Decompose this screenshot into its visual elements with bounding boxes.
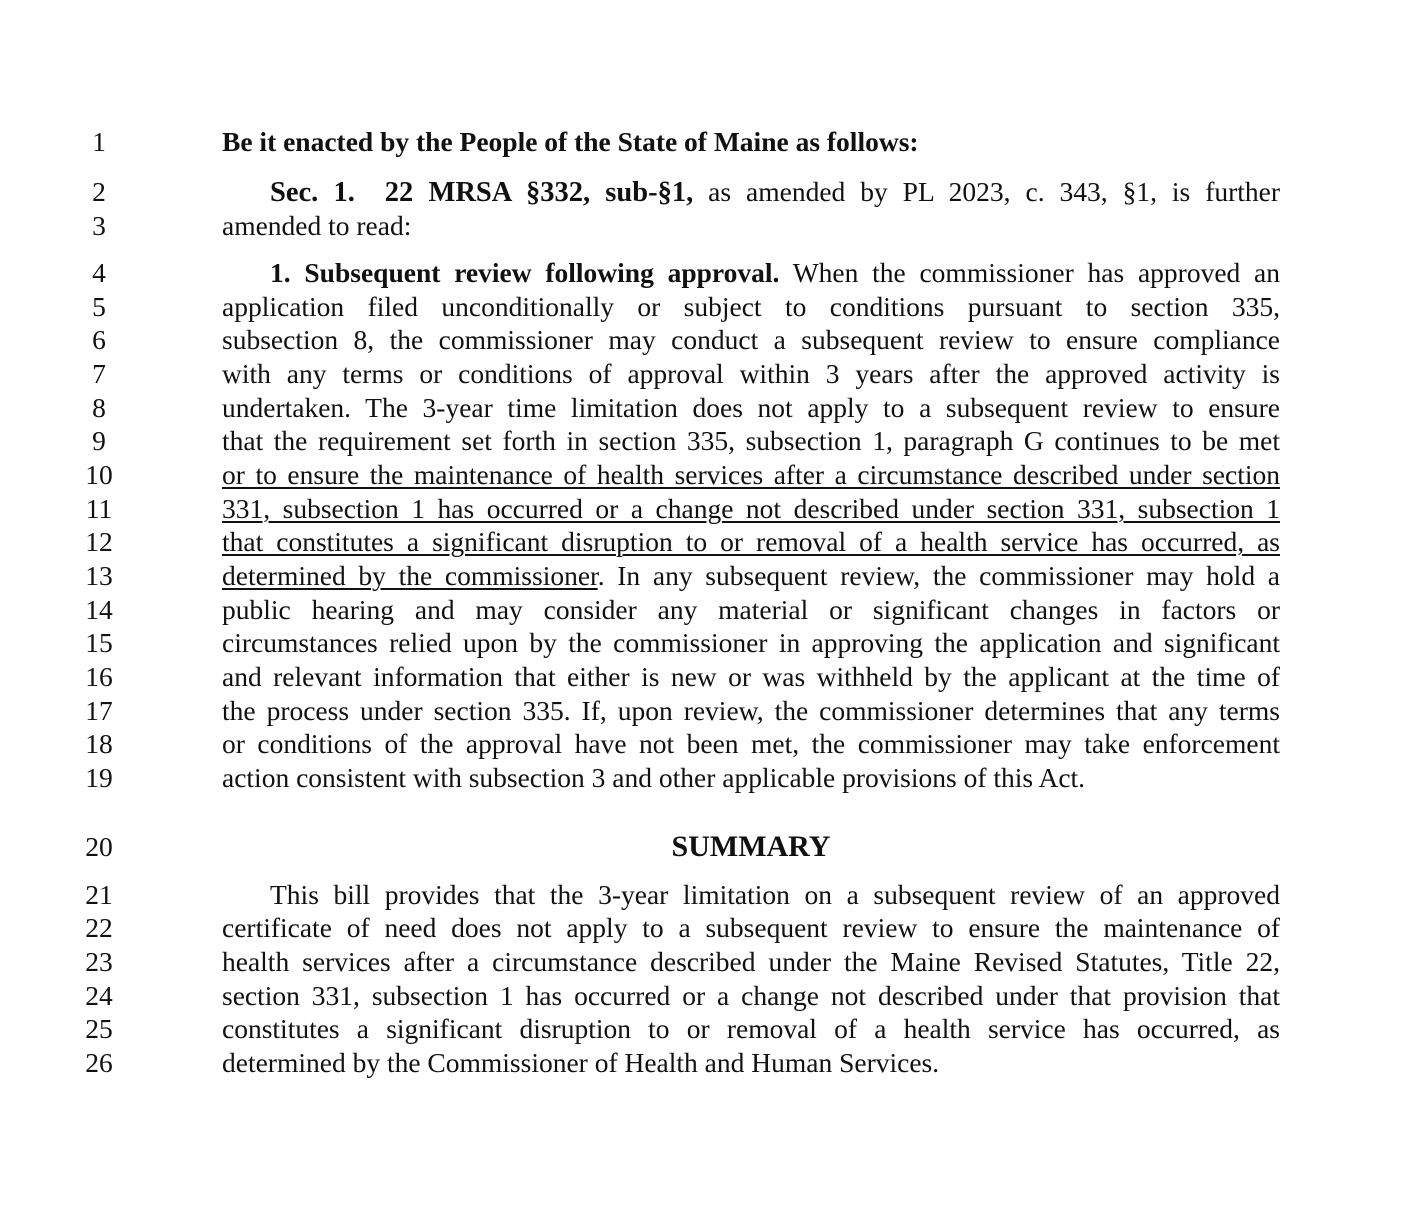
text-line: determined by the commissioner. In any subsequent review, the commissioner may hold a	[222, 560, 1280, 591]
summary-line: section 331, subsection 1 has occurred or a change not described under that provision that	[222, 980, 1280, 1011]
section-heading	[222, 175, 1280, 209]
subsection-heading: 1. Subsequent review following approval.	[270, 257, 780, 288]
inserted-text-line: 331, subsection 1 has occurred or a change not described under section 331, subsection 1	[222, 493, 1280, 524]
summary-line: determined by the Commissioner of Health and Human Services.	[222, 1047, 940, 1078]
section-label: Sec. 1.	[270, 177, 355, 208]
text-line: undertaken. The 3-year time limitation does not apply to a subsequent review to ensure	[222, 392, 1280, 423]
line-number: 22	[85, 912, 113, 943]
line-number: 13	[85, 560, 113, 591]
text-line: the process under section 335. If, upon review, the commissioner determines that any terms	[222, 695, 1280, 726]
line-number: 18	[85, 728, 113, 759]
text-line: subsection 8, the commissioner may conduct a subsequent review to ensure compliance	[222, 324, 1280, 355]
summary-title: SUMMARY	[671, 830, 831, 863]
text-line: circumstances relied upon by the commissioner in approving the application and significant	[222, 627, 1280, 658]
summary-line: This bill provides that the 3-year limitation on a subsequent review of an approved	[270, 879, 1280, 910]
line-number: 8	[92, 392, 106, 423]
summary-line: constitutes a significant disruption to or removal of a health service has occurred, as	[222, 1013, 1280, 1044]
line-number: 5	[92, 291, 106, 322]
section-heading-rest: as amended by PL 2023, c. 343, §1, is further	[708, 176, 1280, 207]
line-number: 10	[85, 459, 113, 490]
line-number: 11	[85, 493, 113, 524]
text-line: that the requirement set forth in section 335, subsection 1, paragraph G continues to be met	[222, 425, 1280, 456]
text-line: or conditions of the approval have not been met, the commissioner may take enforcement	[222, 728, 1280, 759]
text-line: action consistent with subsection 3 and other applicable provisions of this Act.	[222, 762, 1086, 793]
line-number: 23	[85, 946, 113, 977]
enacting-clause: Be it enacted by the People of the State of Maine as follows:	[222, 126, 919, 157]
line-number: 21	[85, 879, 113, 910]
line-number: 3	[92, 210, 106, 241]
inserted-text: determined by the commissioner	[222, 560, 598, 591]
line-number: 16	[85, 661, 113, 692]
line-number: 15	[85, 627, 113, 658]
text-line: and relevant information that either is new or was withheld by the applicant at the time of	[222, 661, 1280, 692]
text-line: public hearing and may consider any material or significant changes in factors or	[222, 594, 1280, 625]
line-number: 4	[92, 257, 106, 288]
line-number: 2	[92, 176, 106, 207]
line-number: 14	[85, 594, 113, 625]
inserted-text-line: that constitutes a significant disruption to or removal of a health service has occurred, as	[222, 526, 1280, 557]
text-line: with any terms or conditions of approval within 3 years after the approved activity is	[222, 358, 1280, 389]
line-number: 7	[92, 358, 106, 389]
line-number: 24	[85, 980, 113, 1011]
line-number: 25	[85, 1013, 113, 1044]
line-number: 12	[85, 526, 113, 557]
inserted-text-line: or to ensure the maintenance of health services after a circumstance described under section	[222, 459, 1280, 490]
subsection-heading-rest: When the commissioner has approved an	[792, 257, 1280, 288]
line-number: 1	[92, 126, 106, 157]
line-number: 26	[85, 1047, 113, 1078]
line-number: 6	[92, 324, 106, 355]
line-number: 17	[85, 695, 113, 726]
summary-line: health services after a circumstance described under the Maine Revised Statutes, Title 22,	[222, 946, 1280, 977]
line-number: 19	[85, 762, 113, 793]
summary-line: certificate of need does not apply to a subsequent review to ensure the maintenance of	[222, 912, 1280, 943]
line-number: 20	[85, 831, 113, 862]
line-number: 9	[92, 425, 106, 456]
subsection-heading-line	[222, 256, 1280, 290]
section-citation: 22 MRSA §332, sub-§1,	[384, 177, 694, 208]
text-line: application filed unconditionally or subject to conditions pursuant to section 335,	[222, 291, 1280, 322]
section-heading-line: amended to read:	[222, 210, 412, 241]
